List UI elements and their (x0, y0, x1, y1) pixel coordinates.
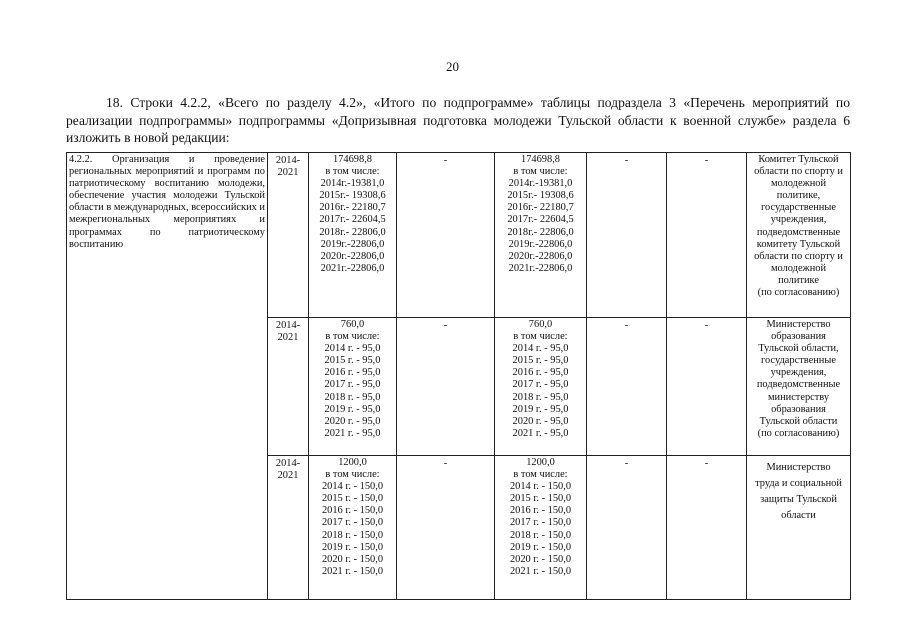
period-cell (268, 318, 309, 456)
total-line: 2014г.-19381,0 (320, 178, 385, 190)
period-line: 2014- (275, 320, 301, 331)
total-line: 2015 г. - 95,0 (324, 355, 381, 367)
funding-line: 2018г.- 22806,0 (507, 226, 574, 238)
period-line: 2021 (277, 470, 299, 482)
executor-line: Комитет Тульской (758, 154, 839, 165)
total-line: 2019г.-22806,0 (320, 238, 385, 250)
funding-line: 2017г.- 22604,5 (507, 214, 574, 226)
funding-line: 2014 г. - 95,0 (512, 343, 569, 355)
funding-line: в том числе: (513, 469, 568, 481)
executor-line: политике, (776, 190, 821, 202)
executor-cell (747, 456, 851, 600)
executor-line: Министерство (766, 462, 831, 473)
funding-line: 2021 г. - 95,0 (512, 427, 569, 439)
table-row (67, 153, 851, 318)
executor-line: области (781, 510, 816, 521)
funding-line: 2019 г. - 150,0 (509, 541, 572, 553)
funding-line: 2016 г. - 95,0 (512, 367, 569, 379)
funding-line: 2021г.-22806,0 (508, 262, 573, 274)
total-line: 2018г.- 22806,0 (319, 226, 386, 238)
funding-line: 2020г.-22806,0 (508, 250, 573, 262)
dash-cell: - (667, 318, 747, 456)
funding-line: 2019г.-22806,0 (508, 238, 573, 250)
total-line: 2021г.-22806,0 (320, 262, 385, 274)
dash-cell: - (587, 318, 667, 456)
total-cell (309, 318, 397, 456)
executor-line: образования (771, 403, 826, 415)
dash-cell: - (667, 456, 747, 600)
funding-cell (495, 318, 587, 456)
total-line: 2017 г. - 150,0 (321, 517, 384, 529)
executor-line: (по согласованию) (757, 287, 840, 299)
executor-line: Тульской области, (758, 343, 839, 355)
total-line: 2021 г. - 95,0 (324, 427, 381, 439)
period-line: 2021 (277, 167, 299, 179)
funding-line: в том числе: (513, 331, 568, 343)
total-line: 760,0 (340, 319, 365, 330)
executor-line: министерству (767, 391, 830, 403)
funding-line: 2016 г. - 150,0 (509, 505, 572, 517)
period-line: 2014- (275, 155, 301, 166)
funding-cell (495, 153, 587, 318)
funding-line: 2020 г. - 95,0 (512, 415, 569, 427)
executor-line: области по спорту и (754, 166, 843, 178)
executor-line: подведомственные (756, 226, 841, 238)
total-line: в том числе: (325, 166, 380, 178)
executor-line: молодежной (770, 178, 827, 190)
funding-line: 174698,8 (521, 154, 560, 165)
funding-line: 2020 г. - 150,0 (509, 553, 572, 565)
funding-line: 2015г.- 19308,6 (507, 190, 574, 202)
total-line: 2020 г. - 95,0 (324, 415, 381, 427)
period-cell (268, 456, 309, 600)
dash-cell: - (397, 318, 495, 456)
executor-line: труда и социальной (755, 478, 842, 489)
executor-line: защиты Тульской (760, 494, 837, 505)
funding-line: 2016г.- 22180,7 (507, 202, 574, 214)
funding-line: 2021 г. - 150,0 (509, 565, 572, 577)
total-line: 2016 г. - 95,0 (324, 367, 381, 379)
executor-line: учреждения, (770, 367, 827, 379)
total-line: 2020г.-22806,0 (320, 250, 385, 262)
intro-paragraph: 18. Строки 4.2.2, «Всего по разделу 4.2», «Итого по подпрограмме» таблицы подраздела 3 «Перечень мероприятий по реализации подпрограммы» подпрограммы «Допризывная подготовка молодежи Тульской области к военной службе» раздела 6 изложить в новой редакции: (66, 95, 850, 145)
dash-cell: - (667, 153, 747, 318)
total-line: 2015г.- 19308,6 (319, 190, 386, 202)
measure-name-cell: 4.2.2. Организация и проведение региональных мероприятий и программ по патриотическому воспитанию молодежи, обеспечение участия молодежи Тульской области в международных, всероссийских и межрегиональных мероприятиях и программах по патриотическому воспитанию (67, 153, 268, 600)
executor-cell (747, 318, 851, 456)
total-line: 2020 г. - 150,0 (321, 553, 384, 565)
period-line: 2014- (275, 458, 301, 469)
total-cell (309, 153, 397, 318)
executor-line: государственные (761, 202, 836, 214)
total-line: в том числе: (325, 469, 380, 481)
funding-line: 2014 г. - 150,0 (509, 481, 572, 493)
executor-line: (по согласованию) (757, 427, 840, 439)
total-line: 1200,0 (338, 457, 367, 468)
executor-line: образования (771, 331, 826, 343)
executor-line: молодежной (770, 262, 827, 274)
total-line: 2015 г. - 150,0 (321, 493, 384, 505)
funding-line: 2018 г. - 150,0 (509, 529, 572, 541)
period-cell (268, 153, 309, 318)
total-cell (309, 456, 397, 600)
funding-line: 760,0 (528, 319, 553, 330)
funding-line: 2017 г. - 150,0 (509, 517, 572, 529)
total-line: 2021 г. - 150,0 (321, 565, 384, 577)
dash-cell: - (397, 153, 495, 318)
total-line: 2019 г. - 95,0 (324, 403, 381, 415)
executor-line: комитету Тульской (756, 238, 841, 250)
funding-line: 2018 г. - 95,0 (512, 391, 569, 403)
dash-cell: - (587, 456, 667, 600)
executor-line: учреждения, (770, 214, 827, 226)
total-line: 2014 г. - 95,0 (324, 343, 381, 355)
total-line: в том числе: (325, 331, 380, 343)
dash-cell: - (397, 456, 495, 600)
funding-line: 2019 г. - 95,0 (512, 403, 569, 415)
executor-line: подведомственные (756, 379, 841, 391)
executor-line: государственные (761, 355, 836, 367)
measures-table (66, 152, 851, 600)
total-line: 2016г.- 22180,7 (319, 202, 386, 214)
executor-line: Тульской области (759, 415, 838, 427)
total-line: 2016 г. - 150,0 (321, 505, 384, 517)
total-line: 2018 г. - 150,0 (321, 529, 384, 541)
executor-line: области по спорту и (754, 250, 843, 262)
dash-cell: - (587, 153, 667, 318)
total-line: 2018 г. - 95,0 (324, 391, 381, 403)
total-line: 2017 г. - 95,0 (324, 379, 381, 391)
total-line: 2017г.- 22604,5 (319, 214, 386, 226)
funding-line: 1200,0 (526, 457, 555, 468)
funding-cell (495, 456, 587, 600)
funding-line: в том числе: (513, 166, 568, 178)
total-line: 2019 г. - 150,0 (321, 541, 384, 553)
total-line: 2014 г. - 150,0 (321, 481, 384, 493)
executor-line: политике (778, 274, 819, 286)
funding-line: 2015 г. - 150,0 (509, 493, 572, 505)
total-line: 174698,8 (333, 154, 372, 165)
page-number: 20 (446, 59, 459, 74)
period-line: 2021 (277, 332, 299, 344)
funding-line: 2015 г. - 95,0 (512, 355, 569, 367)
executor-line: Министерство (766, 319, 831, 330)
executor-cell (747, 153, 851, 318)
funding-line: 2014г.-19381,0 (508, 178, 573, 190)
funding-line: 2017 г. - 95,0 (512, 379, 569, 391)
